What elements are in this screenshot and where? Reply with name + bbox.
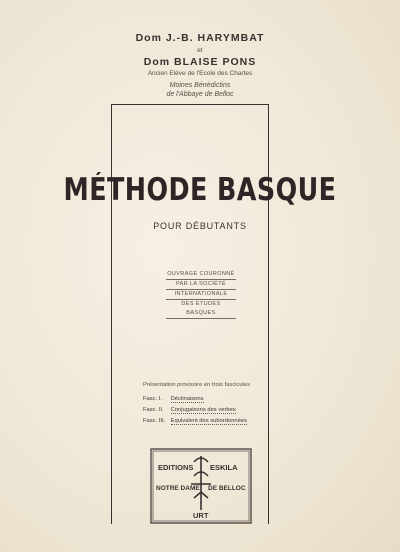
book-title: MÉTHODE BASQUE [63, 172, 337, 208]
fascicule-title: Conjugaisons des verbes [170, 407, 236, 413]
author-conjunction: et [197, 47, 203, 54]
award-line: DES ÉTUDES BASQUES [166, 300, 236, 319]
monks-line-2: de l'Abbaye de Belloc [166, 91, 234, 98]
author-2-note: Ancien Elève de l'Ecole des Chartes [147, 70, 253, 77]
fascicule-number: Fasc. I. [143, 396, 163, 402]
publisher-bottom: URT [193, 511, 209, 520]
frame-left-rule [111, 104, 112, 524]
publisher-left-bottom: NOTRE DAME [156, 485, 200, 492]
fascicule-number: Fasc. III. [143, 418, 166, 424]
publisher-logo [150, 448, 252, 524]
fascicule-number: Fasc. II. [143, 407, 164, 413]
award-line: PAR LA SOCIÉTÉ [166, 280, 236, 290]
author-1: Dom J.-B. HARYMBAT [135, 32, 265, 44]
fascicule-row [143, 396, 204, 403]
monks-line-1: Moines Bénédictins [169, 82, 231, 89]
fascicules-heading: Présentation provisoire en trois fascicules [143, 382, 250, 388]
publisher-right-bottom: DE BELLOC [208, 485, 246, 492]
frame-right-rule [268, 104, 269, 524]
award-line: OUVRAGE COURONNÉ [166, 270, 236, 280]
frame-top-rule [111, 104, 269, 105]
fascicule-row [143, 418, 247, 425]
fascicule-title: Déclinaisons [170, 396, 204, 402]
book-subtitle: POUR DÉBUTANTS [153, 221, 247, 231]
publisher-right-top: ESKILA [210, 463, 238, 472]
award-line: INTERNATIONALE [166, 290, 236, 300]
fascicule-title: Equivalent des subordonnées [170, 418, 248, 424]
fascicule-row [143, 407, 236, 414]
author-2: Dom BLAISE PONS [143, 56, 257, 68]
award-note [166, 270, 236, 319]
publisher-left-top: EDITIONS [158, 463, 194, 472]
